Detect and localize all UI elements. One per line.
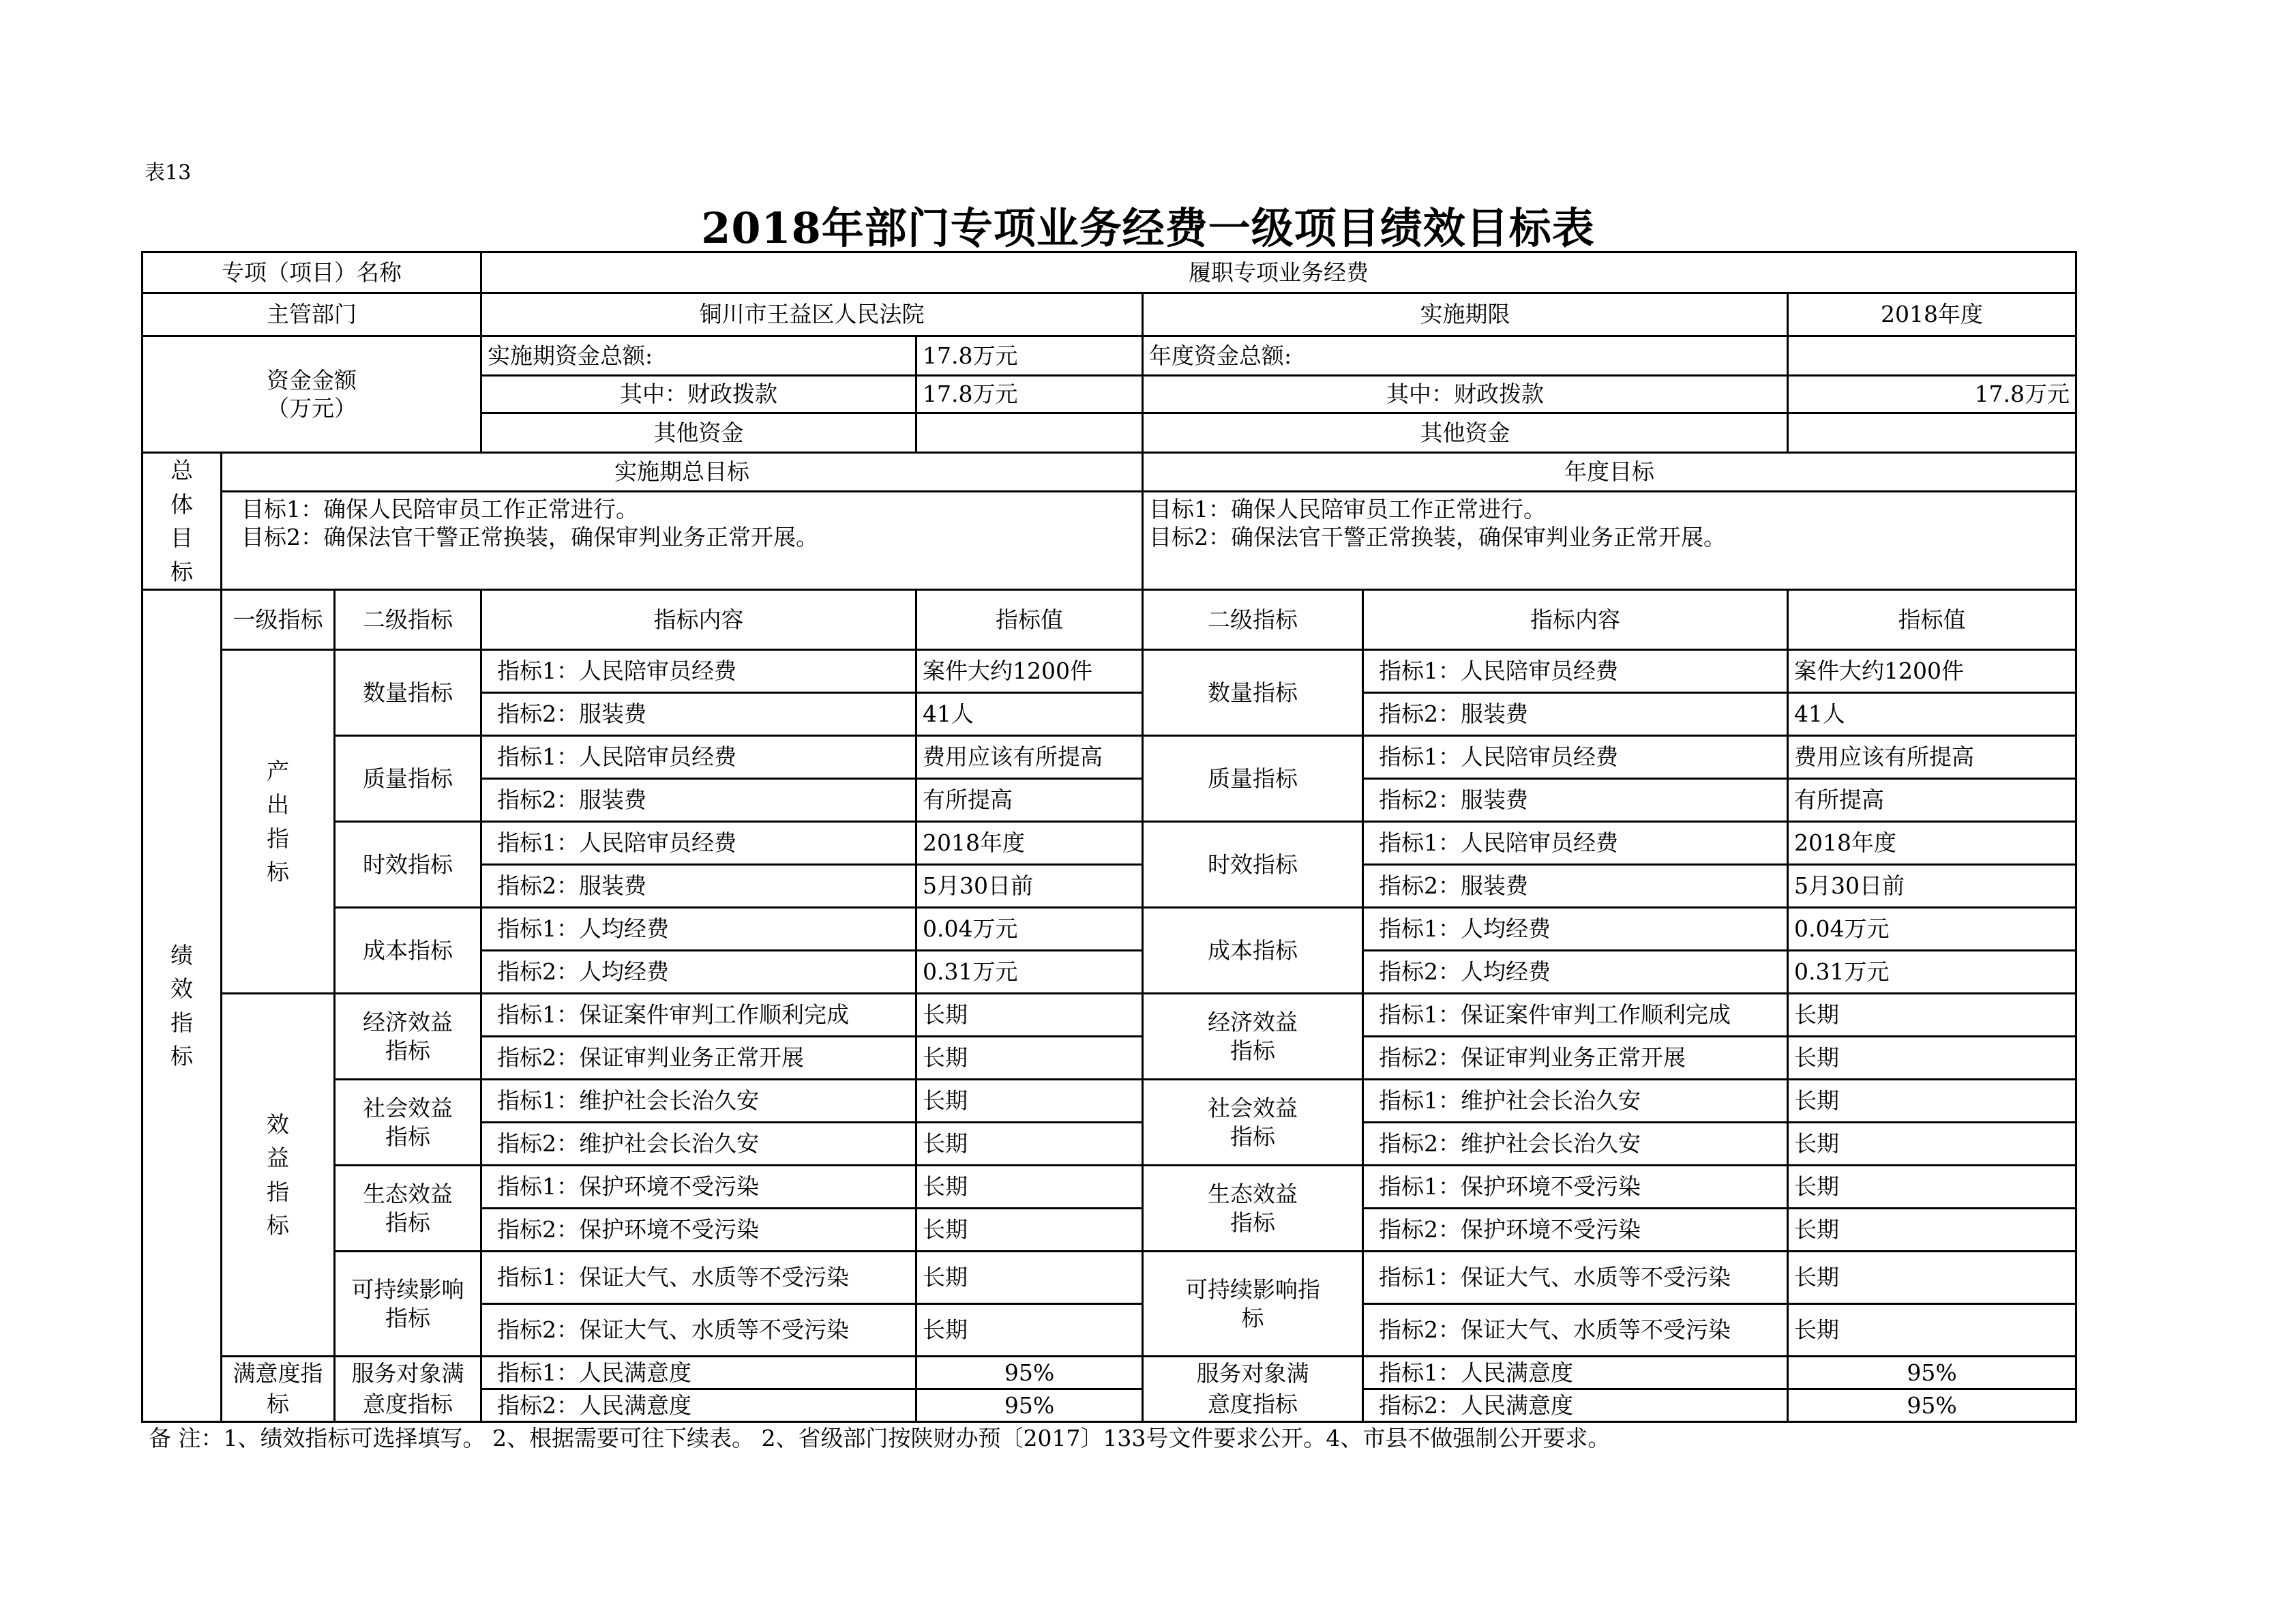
indicator-content: 指标2：服装费 [1363,693,1788,736]
annual-goal-1: 目标1：确保人民陪审员工作正常进行。 [1149,495,1547,522]
level2-ecological-right: 生态效益指标 [1143,1166,1363,1252]
indicator-content: 指标2：保证大气、水质等不受污染 [481,1304,916,1357]
indicator-value: 0.04万元 [1788,908,2076,951]
indicator-content: 指标1：人民陪审员经费 [481,822,916,865]
indicator-value: 0.31万元 [1788,951,2076,994]
indicator-value: 长期 [1788,1037,2076,1080]
indicator-content: 指标1：人民陪审员经费 [1363,822,1788,865]
indicator-value: 长期 [1788,1304,2076,1357]
indicator-content: 指标1：保证大气、水质等不受污染 [1363,1252,1788,1304]
indicator-value: 长期 [916,1209,1143,1252]
funds-label [143,336,481,453]
level2-timeliness-left: 时效指标 [335,822,481,908]
benefit-label-char: 指 [267,1178,289,1205]
indicator-value: 长期 [916,1304,1143,1357]
level2-quality-left: 质量指标 [335,736,481,822]
funds-label-line1: 资金金额 [267,366,357,394]
total-funds-label: 实施期资金总额: [481,336,916,376]
indicator-content: 指标2：保证大气、水质等不受污染 [1363,1304,1788,1357]
annual-funds-value [1788,336,2076,376]
level2-social-left: 社会效益指标 [335,1080,481,1166]
indicator-value: 长期 [1788,1123,2076,1166]
annual-goal-2: 目标2：确保法官干警正常换装，确保审判业务正常开展。 [1149,523,1727,550]
level2-timeliness-right: 时效指标 [1143,822,1363,908]
indicator-content: 指标2：人民满意度 [1363,1389,1788,1422]
indicator-value: 长期 [1788,994,2076,1037]
indicator-content: 指标2：保护环境不受污染 [481,1209,916,1252]
indicator-content: 指标1：人民陪审员经费 [1363,736,1788,779]
indicator-value: 案件大约1200件 [916,650,1143,693]
indicator-content: 指标2：人均经费 [481,951,916,994]
indicator-content: 指标2：维护社会长治久安 [481,1123,916,1166]
overall-goal-char: 体 [170,490,193,518]
project-name-label: 专项（项目）名称 [143,252,481,293]
indicator-value: 长期 [916,1166,1143,1209]
project-name-value: 履职专项业务经费 [481,252,2076,293]
benefit-indicator-label [222,994,335,1357]
indicator-content: 指标2：保证审判业务正常开展 [1363,1037,1788,1080]
indicator-content: 指标1：人民陪审员经费 [481,650,916,693]
total-funds-value: 17.8万元 [916,336,1143,376]
indicator-value: 95% [1788,1389,2076,1422]
indicator-content: 指标2：维护社会长治久安 [1363,1123,1788,1166]
output-label-char: 标 [267,859,289,885]
indicator-content: 指标1：人民满意度 [1363,1357,1788,1389]
level1-header: 一级指标 [222,590,335,650]
overall-goal-char: 总 [170,457,193,484]
fiscal-annual-label: 其中：财政拨款 [1143,376,1788,413]
indicator-content: 指标1：维护社会长治久安 [481,1080,916,1123]
fiscal-total-value: 17.8万元 [916,376,1143,413]
indicator-value: 2018年度 [916,822,1143,865]
indicator-content: 指标1：维护社会长治久安 [1363,1080,1788,1123]
indicator-content: 指标1：人均经费 [481,908,916,951]
indicator-content: 指标1：保护环境不受污染 [1363,1166,1788,1209]
value-header-right: 指标值 [1788,590,2076,650]
level2-header-right: 二级指标 [1143,590,1363,650]
indicator-value: 0.04万元 [916,908,1143,951]
indicator-content: 指标1：人民满意度 [481,1357,916,1389]
sheet-tag: 表13 [145,161,192,185]
content-header-left: 指标内容 [481,590,916,650]
output-label-char: 指 [267,825,289,852]
dept-value: 铜川市王益区人民法院 [481,293,1143,336]
indicator-value: 95% [916,1357,1143,1389]
fiscal-annual-value: 17.8万元 [1788,376,2076,413]
overall-goal-label [143,453,222,590]
other-total-label: 其他资金 [481,413,916,453]
overall-goal-char: 目 [170,525,193,551]
output-indicator-label [222,650,335,994]
perf-label-char: 标 [170,1043,193,1069]
indicator-content: 指标1：保证案件审判工作顺利完成 [481,994,916,1037]
benefit-label-char: 益 [267,1145,289,1171]
indicator-content: 指标2：服装费 [481,693,916,736]
other-annual-label: 其他资金 [1143,413,1788,453]
benefit-label-char: 效 [267,1110,289,1138]
performance-goal-table [141,251,2077,1423]
indicator-content: 指标2：服装费 [481,865,916,908]
indicator-value: 41人 [1788,693,2076,736]
level2-economic-left: 经济效益指标 [335,994,481,1080]
level2-quantity-right: 数量指标 [1143,650,1363,736]
level2-cost-left: 成本指标 [335,908,481,994]
period-value: 2018年度 [1788,293,2076,336]
indicator-value: 95% [916,1389,1143,1422]
indicator-value: 长期 [916,1123,1143,1166]
level2-satisfaction-left: 服务对象满意度指标 [335,1357,481,1422]
indicator-value: 5月30日前 [916,865,1143,908]
page-title: 2018年部门专项业务经费一级项目绩效目标表 [701,203,1595,253]
benefit-label-char: 标 [267,1212,289,1239]
perf-label-char: 指 [170,1009,193,1036]
period-goal-2: 目标2：确保法官干警正常换装，确保审判业务正常开展。 [241,523,818,550]
indicator-value: 费用应该有所提高 [916,736,1143,779]
dept-label: 主管部门 [143,293,481,336]
indicator-value: 长期 [1788,1080,2076,1123]
value-header-left: 指标值 [916,590,1143,650]
indicator-value: 有所提高 [916,779,1143,822]
period-label: 实施期限 [1143,293,1788,336]
period-goal-header: 实施期总目标 [222,453,1143,492]
indicator-value: 案件大约1200件 [1788,650,2076,693]
indicator-value: 长期 [1788,1166,2076,1209]
level2-sustainable-left: 可持续影响指标 [335,1252,481,1357]
level2-sustainable-right: 可持续影响指标 [1143,1252,1363,1357]
footnote: 备 注：1、绩效指标可选择填写。 2、根据需要可往下续表。 2、省级部门按陕财办预〔2017〕133号文件要求公开。4、市县不做强制公开要求。 [149,1425,1611,1451]
perf-label-char: 绩 [170,941,193,969]
indicator-value: 长期 [916,994,1143,1037]
indicator-content: 指标2：服装费 [481,779,916,822]
indicator-value: 0.31万元 [916,951,1143,994]
output-label-char: 产 [267,757,289,784]
indicator-value: 长期 [916,1080,1143,1123]
indicator-value: 长期 [916,1252,1143,1304]
indicator-value: 费用应该有所提高 [1788,736,2076,779]
content-header-right: 指标内容 [1363,590,1788,650]
indicator-content: 指标2：人均经费 [1363,951,1788,994]
indicator-content: 指标2：人民满意度 [481,1389,916,1422]
funds-label-line2: （万元） [267,395,357,422]
indicator-value: 有所提高 [1788,779,2076,822]
indicator-content: 指标1：保证大气、水质等不受污染 [481,1252,916,1304]
level2-cost-right: 成本指标 [1143,908,1363,994]
level2-header-left: 二级指标 [335,590,481,650]
output-label-char: 出 [267,791,289,818]
other-annual-value [1788,413,2076,453]
level2-economic-right: 经济效益指标 [1143,994,1363,1080]
period-goal-text [222,491,1143,589]
annual-goal-header: 年度目标 [1143,453,2076,492]
indicator-value: 2018年度 [1788,822,2076,865]
satisfaction-indicator-label: 满意度指标 [222,1357,335,1422]
indicator-content: 指标1：保证案件审判工作顺利完成 [1363,994,1788,1037]
indicator-value: 长期 [916,1037,1143,1080]
indicator-value: 长期 [1788,1209,2076,1252]
indicator-content: 指标1：人民陪审员经费 [481,736,916,779]
indicator-content: 指标1：保护环境不受污染 [481,1166,916,1209]
annual-goal-text [1143,491,2076,589]
indicator-content: 指标1：人民陪审员经费 [1363,650,1788,693]
indicator-content: 指标2：服装费 [1363,779,1788,822]
indicator-value: 长期 [1788,1252,2076,1304]
indicator-value: 95% [1788,1357,2076,1389]
level2-social-right: 社会效益指标 [1143,1080,1363,1166]
indicator-value: 5月30日前 [1788,865,2076,908]
level2-ecological-left: 生态效益指标 [335,1166,481,1252]
fiscal-total-label: 其中：财政拨款 [481,376,916,413]
indicator-value: 41人 [916,693,1143,736]
perf-indicator-label [143,590,222,1422]
annual-funds-label: 年度资金总额: [1143,336,1788,376]
level2-quantity-left: 数量指标 [335,650,481,736]
other-total-value [916,413,1143,453]
level2-quality-right: 质量指标 [1143,736,1363,822]
indicator-content: 指标2：保证审判业务正常开展 [481,1037,916,1080]
indicator-content: 指标2：服装费 [1363,865,1788,908]
overall-goal-char: 标 [170,558,193,585]
level2-satisfaction-right: 服务对象满意度指标 [1143,1357,1363,1422]
indicator-content: 指标2：保护环境不受污染 [1363,1209,1788,1252]
perf-label-char: 效 [170,975,193,1002]
indicator-content: 指标1：人均经费 [1363,908,1788,951]
period-goal-1: 目标1：确保人民陪审员工作正常进行。 [241,495,638,522]
